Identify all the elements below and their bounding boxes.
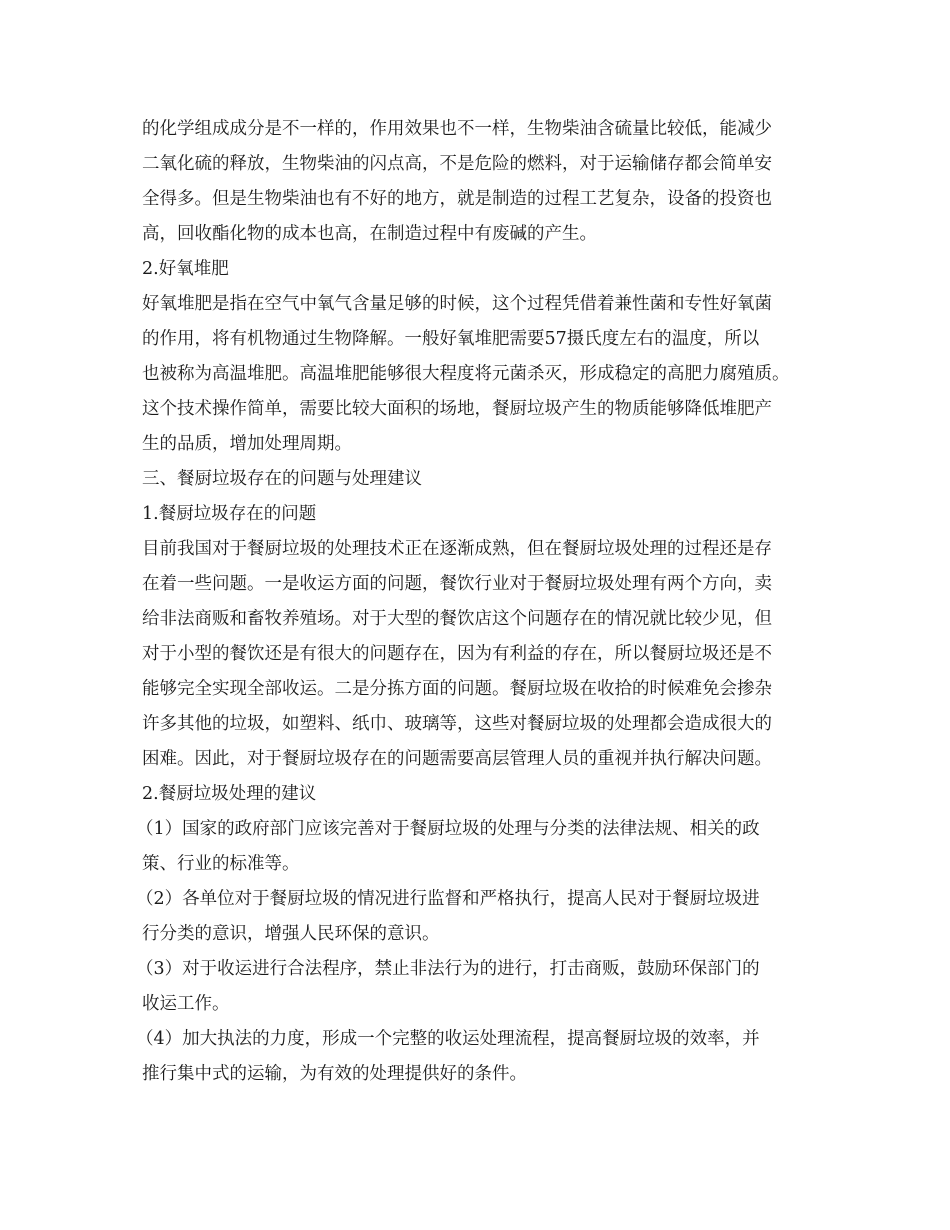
text-line: 在着一些问题。一是收运方面的问题，餐饮行业对于餐厨垃圾处理有两个方向，卖 <box>142 574 772 594</box>
chapter-heading: 三、餐厨垃圾存在的问题与处理建议 <box>142 469 422 489</box>
section-heading: 2.餐厨垃圾处理的建议 <box>142 784 317 804</box>
text-line: 困难。因此，对于餐厨垃圾存在的问题需要高层管理人员的重视并执行解决问题。 <box>142 749 772 769</box>
text-line: 高，回收酯化物的成本也高，在制造过程中有废碱的产生。 <box>142 224 597 244</box>
list-item-4: （4）加大执法的力度，形成一个完整的收运处理流程，提高餐厨垃圾的效率，并 <box>136 1029 760 1049</box>
text-line: 对于小型的餐饮还是有很大的问题存在，因为有利益的存在，所以餐厨垃圾还是不 <box>142 644 772 664</box>
text-line: 策、行业的标准等。 <box>142 854 300 874</box>
text-line: 二氧化硫的释放，生物柴油的闪点高，不是危险的燃料，对于运输储存都会简单安 <box>142 154 772 174</box>
text-line: 全得多。但是生物柴油也有不好的地方，就是制造的过程工艺复杂，设备的投资也 <box>142 189 772 209</box>
list-item-3: （3）对于收运进行合法程序，禁止非法行为的进行，打击商贩，鼓励环保部门的 <box>136 959 760 979</box>
list-item-1: （1）国家的政府部门应该完善对于餐厨垃圾的处理与分类的法律法规、相关的政 <box>136 819 760 839</box>
text-line: 生的品质，增加处理周期。 <box>142 434 352 454</box>
section-heading: 2.好氧堆肥 <box>142 259 229 279</box>
list-item-2: （2）各单位对于餐厨垃圾的情况进行监督和严格执行，提高人民对于餐厨垃圾进 <box>136 889 760 909</box>
text-line: 行分类的意识，增强人民环保的意识。 <box>142 924 440 944</box>
text-line: 这个技术操作简单，需要比较大面积的场地，餐厨垃圾产生的物质能够降低堆肥产 <box>142 399 772 419</box>
section-heading: 1.餐厨垃圾存在的问题 <box>142 504 317 524</box>
text-line: 许多其他的垃圾，如塑料、纸巾、玻璃等，这些对餐厨垃圾的处理都会造成很大的 <box>142 714 772 734</box>
text-line: 给非法商贩和畜牧养殖场。对于大型的餐饮店这个问题存在的情况就比较少见，但 <box>142 609 772 629</box>
text-line: 的化学组成成分是不一样的，作用效果也不一样，生物柴油含硫量比较低，能减少 <box>142 119 772 139</box>
text-line: 推行集中式的运输，为有效的处理提供好的条件。 <box>142 1064 527 1084</box>
text-line: 好氧堆肥是指在空气中氧气含量足够的时候，这个过程凭借着兼性菌和专性好氧菌 <box>142 294 772 314</box>
text-line: 也被称为高温堆肥。高温堆肥能够很大程度将元菌杀灭，形成稳定的高肥力腐殖质。 <box>142 364 790 384</box>
document-body <box>136 112 822 1092</box>
text-line: 收运工作。 <box>142 994 230 1014</box>
text-line: 的作用，将有机物通过生物降解。一般好氧堆肥需要57摄氏度左右的温度，所以 <box>142 329 760 349</box>
text-line: 能够完全实现全部收运。二是分拣方面的问题。餐厨垃圾在收拾的时候难免会掺杂 <box>142 679 772 699</box>
text-line: 目前我国对于餐厨垃圾的处理技术正在逐渐成熟，但在餐厨垃圾处理的过程还是存 <box>142 539 772 559</box>
